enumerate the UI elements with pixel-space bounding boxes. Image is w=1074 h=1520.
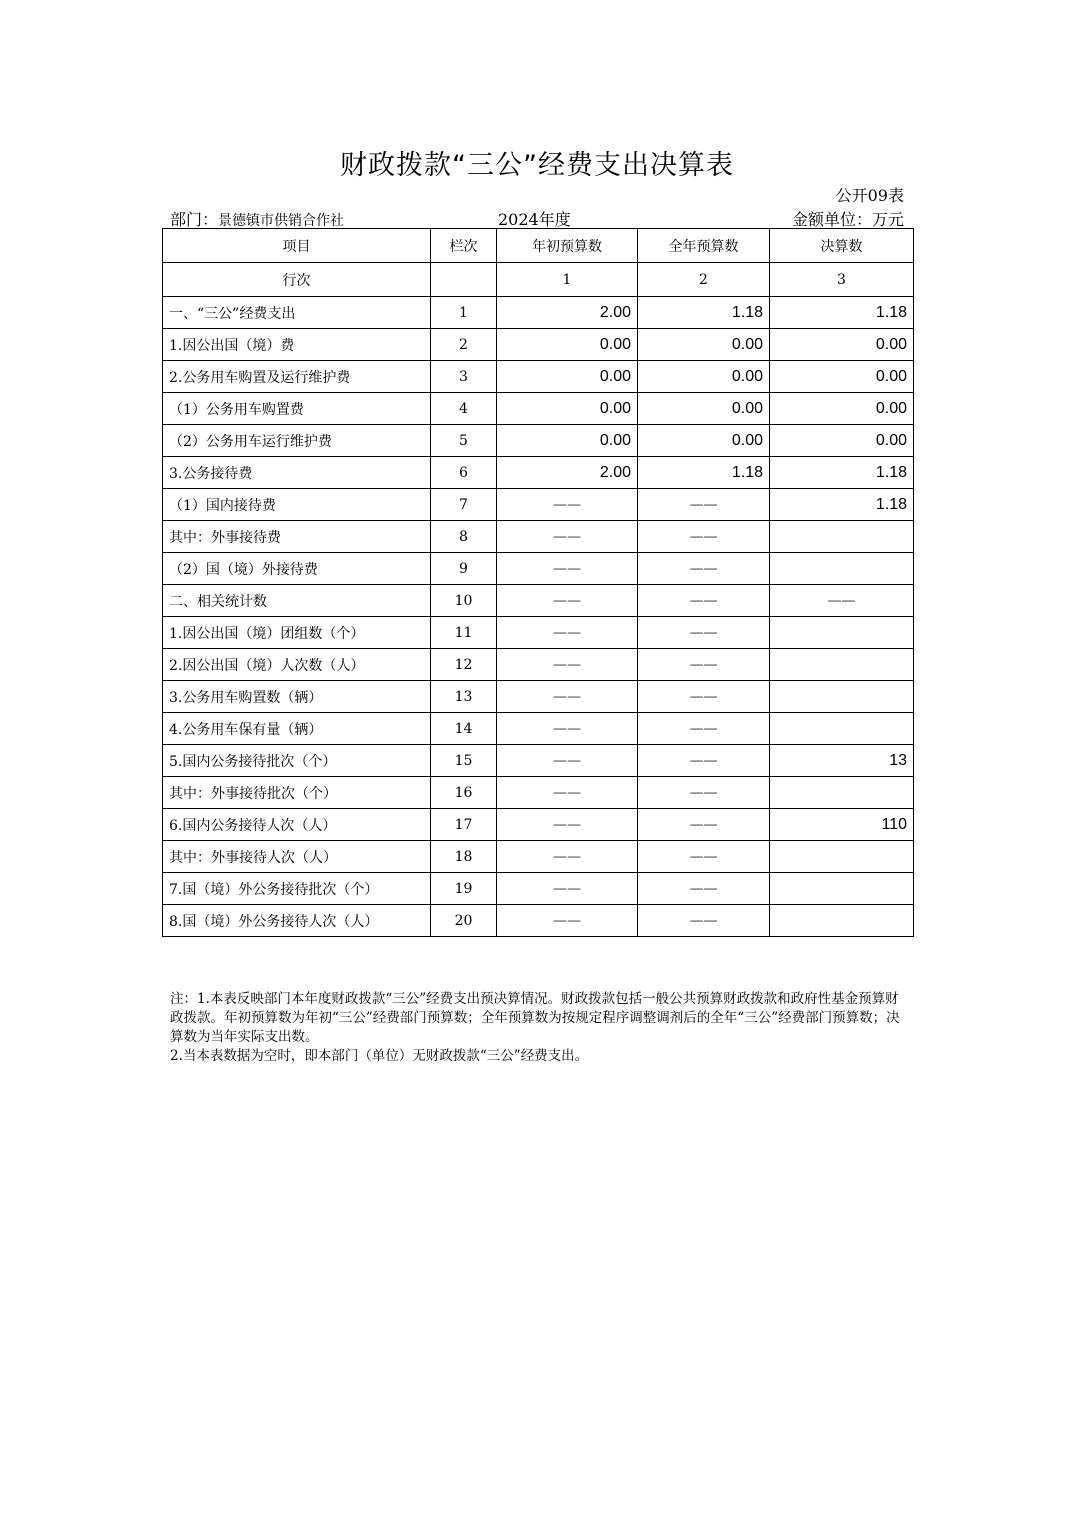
index-cell: 1 <box>497 263 638 297</box>
final-cell: 13 <box>770 745 914 777</box>
table-row <box>163 521 914 553</box>
line-cell: 19 <box>431 873 497 905</box>
line-cell: 11 <box>431 617 497 649</box>
initial-budget-cell: —— <box>497 681 638 713</box>
index-cell: 3 <box>770 263 914 297</box>
item-cell: （1）国内接待费 <box>163 489 431 521</box>
department-label: 部门： <box>170 210 219 229</box>
amount-unit: 金额单位：万元 <box>791 210 904 229</box>
full-year-budget-cell: —— <box>638 777 770 809</box>
final-cell: 1.18 <box>770 297 914 329</box>
final-cell: —— <box>770 585 914 617</box>
initial-budget-cell: 0.00 <box>497 425 638 457</box>
initial-budget-cell: —— <box>497 585 638 617</box>
table-row <box>163 393 914 425</box>
expenditure-table <box>162 228 914 937</box>
full-year-budget-cell: 0.00 <box>638 329 770 361</box>
full-year-budget-cell: —— <box>638 873 770 905</box>
item-cell: （2）国（境）外接待费 <box>163 553 431 585</box>
table-row <box>163 777 914 809</box>
final-cell <box>770 841 914 873</box>
item-cell: 1.因公出国（境）团组数（个） <box>163 617 431 649</box>
full-year-budget-cell: 0.00 <box>638 393 770 425</box>
header-cell: 决算数 <box>770 229 914 263</box>
initial-budget-cell: —— <box>497 777 638 809</box>
table-row <box>163 553 914 585</box>
fiscal-year: 2024年度 <box>498 210 571 229</box>
line-cell: 13 <box>431 681 497 713</box>
initial-budget-cell: 0.00 <box>497 393 638 425</box>
table-row <box>163 425 914 457</box>
initial-budget-cell: —— <box>497 873 638 905</box>
table-row <box>163 873 914 905</box>
full-year-budget-cell: —— <box>638 585 770 617</box>
header-cell: 栏次 <box>431 229 497 263</box>
final-cell: 0.00 <box>770 361 914 393</box>
full-year-budget-cell: 1.18 <box>638 297 770 329</box>
item-cell: 其中：外事接待费 <box>163 521 431 553</box>
full-year-budget-cell: 0.00 <box>638 361 770 393</box>
item-cell: 8.国（境）外公务接待人次（人） <box>163 905 431 937</box>
item-cell: 6.国内公务接待人次（人） <box>163 809 431 841</box>
full-year-budget-cell: —— <box>638 489 770 521</box>
line-cell: 4 <box>431 393 497 425</box>
item-cell: （2）公务用车运行维护费 <box>163 425 431 457</box>
page-title: 财政拨款“三公”经费支出决算表 <box>340 150 734 181</box>
line-cell: 7 <box>431 489 497 521</box>
table-row <box>163 585 914 617</box>
item-cell: 7.国（境）外公务接待批次（个） <box>163 873 431 905</box>
item-cell: 3.公务用车购置数（辆） <box>163 681 431 713</box>
item-cell: 其中：外事接待人次（人） <box>163 841 431 873</box>
full-year-budget-cell: —— <box>638 681 770 713</box>
table-row <box>163 489 914 521</box>
final-cell: 1.18 <box>770 489 914 521</box>
item-cell: 二、相关统计数 <box>163 585 431 617</box>
final-cell: 1.18 <box>770 457 914 489</box>
line-cell: 16 <box>431 777 497 809</box>
item-cell: 5.国内公务接待批次（个） <box>163 745 431 777</box>
initial-budget-cell: 0.00 <box>497 329 638 361</box>
initial-budget-cell: —— <box>497 713 638 745</box>
final-cell <box>770 617 914 649</box>
note-2: 2.当本表数据为空时，即本部门（单位）无财政拨款“三公”经费支出。 <box>170 1048 589 1064</box>
initial-budget-cell: —— <box>497 905 638 937</box>
table-row <box>163 809 914 841</box>
index-row <box>163 263 914 297</box>
header-row <box>163 229 914 263</box>
department <box>170 207 344 230</box>
final-cell: 110 <box>770 809 914 841</box>
header-cell: 项目 <box>163 229 431 263</box>
final-cell <box>770 873 914 905</box>
line-cell: 17 <box>431 809 497 841</box>
item-cell: 一、“三公”经费支出 <box>163 297 431 329</box>
line-cell: 20 <box>431 905 497 937</box>
index-cell <box>431 263 497 297</box>
table-row <box>163 649 914 681</box>
full-year-budget-cell: —— <box>638 713 770 745</box>
item-cell: 其中：外事接待批次（个） <box>163 777 431 809</box>
final-cell <box>770 521 914 553</box>
table-row <box>163 297 914 329</box>
header-cell: 年初预算数 <box>497 229 638 263</box>
full-year-budget-cell: —— <box>638 841 770 873</box>
table-row <box>163 713 914 745</box>
index-cell: 行次 <box>163 263 431 297</box>
initial-budget-cell: —— <box>497 745 638 777</box>
line-cell: 6 <box>431 457 497 489</box>
table-row <box>163 905 914 937</box>
final-cell <box>770 649 914 681</box>
line-cell: 15 <box>431 745 497 777</box>
initial-budget-cell: —— <box>497 649 638 681</box>
initial-budget-cell: 0.00 <box>497 361 638 393</box>
full-year-budget-cell: —— <box>638 745 770 777</box>
department-value: 景德镇市供销合作社 <box>218 213 345 229</box>
line-cell: 12 <box>431 649 497 681</box>
item-cell: 3.公务接待费 <box>163 457 431 489</box>
full-year-budget-cell: 1.18 <box>638 457 770 489</box>
table-row <box>163 457 914 489</box>
initial-budget-cell: 2.00 <box>497 297 638 329</box>
item-cell: 1.因公出国（境）费 <box>163 329 431 361</box>
table-row <box>163 745 914 777</box>
final-cell <box>770 905 914 937</box>
item-cell: 4.公务用车保有量（辆） <box>163 713 431 745</box>
line-cell: 1 <box>431 297 497 329</box>
full-year-budget-cell: 0.00 <box>638 425 770 457</box>
initial-budget-cell: —— <box>497 841 638 873</box>
initial-budget-cell: 2.00 <box>497 457 638 489</box>
final-cell <box>770 713 914 745</box>
full-year-budget-cell: —— <box>638 905 770 937</box>
table-row <box>163 617 914 649</box>
line-cell: 2 <box>431 329 497 361</box>
initial-budget-cell: —— <box>497 809 638 841</box>
final-cell <box>770 681 914 713</box>
full-year-budget-cell: —— <box>638 809 770 841</box>
notes <box>170 990 910 1066</box>
final-cell: 0.00 <box>770 393 914 425</box>
line-cell: 10 <box>431 585 497 617</box>
full-year-budget-cell: —— <box>638 649 770 681</box>
item-cell: 2.公务用车购置及运行维护费 <box>163 361 431 393</box>
line-cell: 18 <box>431 841 497 873</box>
initial-budget-cell: —— <box>497 489 638 521</box>
line-cell: 3 <box>431 361 497 393</box>
initial-budget-cell: —— <box>497 521 638 553</box>
line-cell: 14 <box>431 713 497 745</box>
initial-budget-cell: —— <box>497 553 638 585</box>
line-cell: 9 <box>431 553 497 585</box>
table-code: 公开09表 <box>835 186 904 205</box>
full-year-budget-cell: —— <box>638 617 770 649</box>
full-year-budget-cell: —— <box>638 521 770 553</box>
index-cell: 2 <box>638 263 770 297</box>
final-cell: 0.00 <box>770 329 914 361</box>
initial-budget-cell: —— <box>497 617 638 649</box>
note-1: 注：1.本表反映部门本年度财政拨款“三公”经费支出预决算情况。财政拨款包括一般公共预算财政拨款和政府性基金预算财政拨款。年初预算数为年初“三公”经费部门预算数；全年预算数为按规定程序调整调剂后的全年“三公”经费部门预算数；决算数为当年实际支出数。 <box>170 991 900 1045</box>
table-row <box>163 329 914 361</box>
header-cell: 全年预算数 <box>638 229 770 263</box>
line-cell: 8 <box>431 521 497 553</box>
line-cell: 5 <box>431 425 497 457</box>
item-cell: 2.因公出国（境）人次数（人） <box>163 649 431 681</box>
final-cell: 0.00 <box>770 425 914 457</box>
table-row <box>163 841 914 873</box>
table-row <box>163 681 914 713</box>
full-year-budget-cell: —— <box>638 553 770 585</box>
final-cell <box>770 777 914 809</box>
item-cell: （1）公务用车购置费 <box>163 393 431 425</box>
table-row <box>163 361 914 393</box>
final-cell <box>770 553 914 585</box>
